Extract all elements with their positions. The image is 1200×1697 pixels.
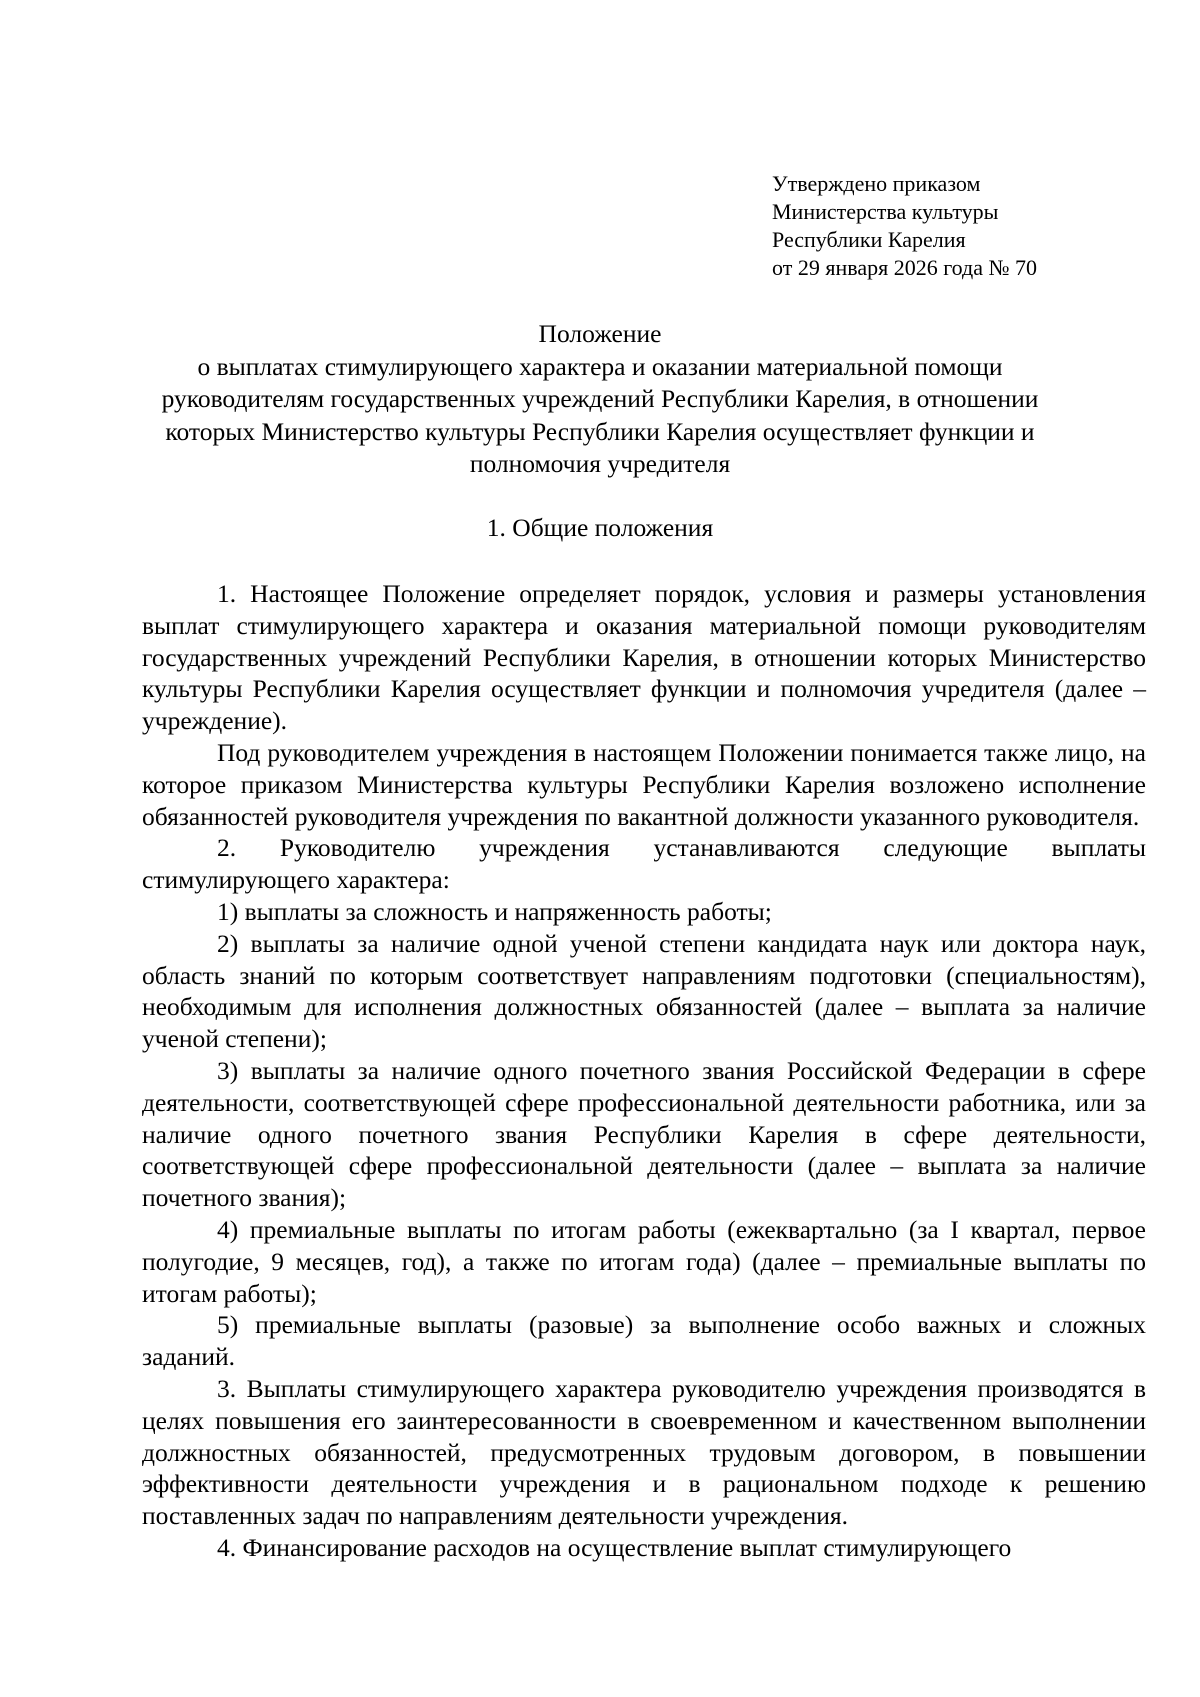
list-item-4: 4) премиальные выплаты по итогам работы (ежеквартально (за I квартал, первое полугодие, 9 месяцев, год), а также по итогам года) (далее – премиальные выплаты по итогам работы); bbox=[142, 1214, 1146, 1308]
approval-line-3: Республики Карелия bbox=[772, 227, 966, 252]
approval-stamp bbox=[772, 170, 1037, 282]
paragraph-1: 1. Настоящее Положение определяет порядок, условия и размеры установления выплат стимулирующего характера и оказания материальной помощи руководителям государственных учреждений Республики Карелия, в отношении которых Министерство культуры Республики Карелия осуществляет функции и полномочия учредителя (далее – учреждение). bbox=[142, 579, 1146, 736]
title-heading: Положение bbox=[538, 319, 662, 348]
paragraph-3: 3. Выплаты стимулирующего характера руководителю учреждения производятся в целях повышения его заинтересованности в своевременном и качественном выполнении должностных обязанностей, предусмотренных трудовым договором, в повышении эффективности деятельности учреждения и в рациональном подходе к решению поставленных задач по направлениям деятельности учреждения. bbox=[142, 1373, 1146, 1531]
document-title bbox=[100, 318, 1100, 481]
document-body bbox=[142, 578, 1146, 1564]
list-item-5: 5) премиальные выплаты (разовые) за выполнение особо важных и сложных заданий. bbox=[142, 1310, 1146, 1372]
title-line-3: которых Министерство культуры Республики Карелия осуществляет функции и bbox=[165, 416, 1035, 446]
approval-line-2: Министерства культуры bbox=[772, 199, 999, 224]
paragraph-2: 2. Руководителю учреждения устанавливаются следующие выплаты стимулирующего характера: bbox=[142, 833, 1146, 895]
title-line-1: о выплатах стимулирующего характера и оказании материальной помощи bbox=[197, 351, 1003, 381]
approval-line-4: от 29 января 2026 года № 70 bbox=[772, 255, 1037, 280]
paragraph-4: 4. Финансирование расходов на осуществление выплат стимулирующего bbox=[217, 1532, 1012, 1562]
list-item-3: 3) выплаты за наличие одного почетного звания Российской Федерации в сфере деятельности, соответствующей сфере профессиональной деятельности работника, или за наличие одного почетного звания Республики Карелия в сфере деятельности, соответствующей сфере профессиональной деятельности (далее – выплата за наличие почетного звания); bbox=[142, 1055, 1146, 1213]
approval-line-1: Утверждено приказом bbox=[772, 171, 981, 196]
title-line-4: полномочия учредителя bbox=[469, 449, 731, 478]
list-item-1: 1) выплаты за сложность и напряженность работы; bbox=[217, 896, 772, 926]
section-heading: 1. Общие положения bbox=[486, 513, 714, 542]
title-line-2: руководителям государственных учреждений Республики Карелия, в отношении bbox=[161, 384, 1039, 413]
list-item-2: 2) выплаты за наличие одной ученой степени кандидата наук или доктора наук, область знаний по которым соответствует направлениям подготовки (специальностям), необходимым для исполнения должностных обязанностей (далее – выплата за наличие ученой степени); bbox=[142, 928, 1146, 1054]
paragraph-1-continued: Под руководителем учреждения в настоящем Положении понимается также лицо, на которое приказом Министерства культуры Республики Карелия возложено исполнение обязанностей руководителя учреждения по вакантной должности указанного руководителя. bbox=[142, 737, 1146, 831]
